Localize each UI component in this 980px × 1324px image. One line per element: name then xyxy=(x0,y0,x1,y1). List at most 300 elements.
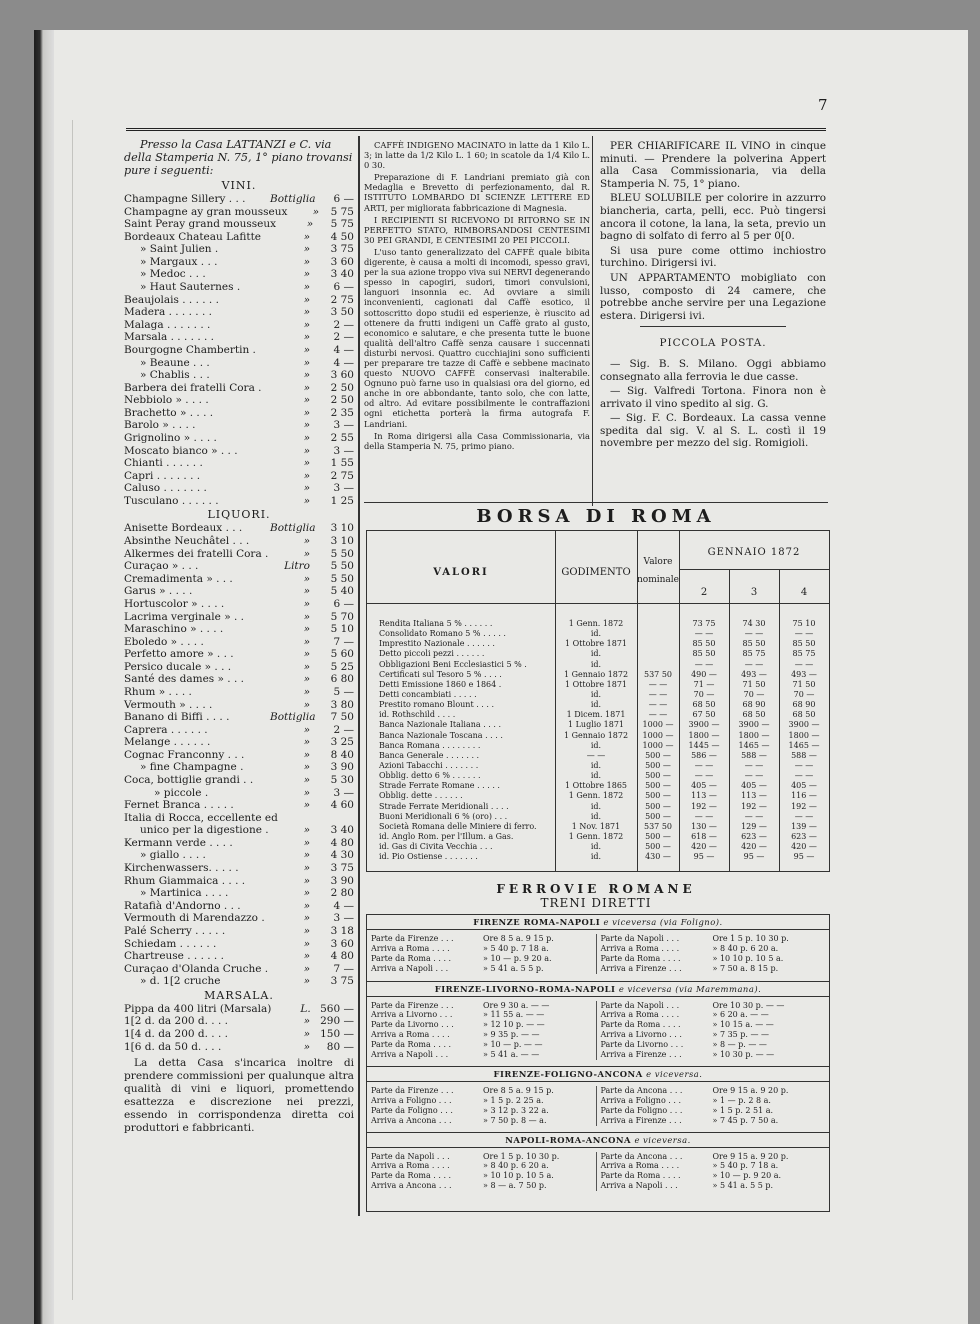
item-price: 5 40 xyxy=(330,585,354,598)
price-row xyxy=(124,611,354,624)
item-unit: » xyxy=(303,824,310,837)
timetable-row xyxy=(601,1020,826,1030)
price-row xyxy=(124,799,354,812)
times: » 8 — p. — — xyxy=(712,1040,767,1050)
top-rule xyxy=(126,128,826,131)
timetable-row xyxy=(601,1106,826,1116)
item-unit: » xyxy=(303,610,310,623)
station: Parte da Roma . . . . xyxy=(371,1171,452,1181)
station: Parte da Roma . . . . xyxy=(371,1040,452,1050)
timetable-row xyxy=(371,1086,596,1096)
times: Ore 1 5 p. 10 30 p. xyxy=(483,1151,560,1161)
times: » 10 — p. 9 20 a. xyxy=(483,953,552,963)
price-row xyxy=(124,306,354,319)
item-name: Grignolino » . . . . xyxy=(124,431,217,444)
borsa-cell: 68 50 xyxy=(792,710,816,720)
timetable-column xyxy=(371,1001,596,1060)
borsa-cell: 537 50 xyxy=(644,821,672,831)
item-unit: » xyxy=(303,343,310,356)
borsa-cell: — — xyxy=(794,811,814,821)
borsa-cell: 1000 — xyxy=(642,720,674,730)
borsa-cell: 405 — xyxy=(691,781,717,791)
item-name: Curaçao d'Olanda Cruche . xyxy=(124,962,269,975)
item-name: Nebbiolo » . . . . xyxy=(124,394,209,407)
borsa-cell: 85 75 xyxy=(792,649,816,659)
item-price: 3 60 xyxy=(330,255,354,268)
borsa-cell: 71 — xyxy=(693,679,715,689)
notice-bleu: BLEU SOLUBILE per colorire in azzurro biancheria, carta, pelli, ecc. Può tingersi ancora il cotone, la lana, la seta, previo un bagno di solfato di ferro al 5 per 0[0. xyxy=(600,192,826,243)
header-godimento: GODIMENTO xyxy=(561,567,631,578)
borsa-row xyxy=(367,629,829,639)
price-row xyxy=(124,218,354,231)
vini-list xyxy=(124,193,354,507)
borsa-cell: — — xyxy=(648,689,668,699)
borsa-row xyxy=(367,731,829,741)
route-note: e viceversa. xyxy=(634,1134,691,1145)
header-rule xyxy=(679,569,829,570)
borsa-cell: — — xyxy=(648,679,668,689)
borsa-cell: 192 — xyxy=(741,801,767,811)
item-name: » Haut Sauternes . xyxy=(140,281,241,294)
station: Arriva a Firenze . . . xyxy=(600,963,682,973)
timetable-row xyxy=(601,1086,826,1096)
timetable-body xyxy=(367,930,829,974)
item-name: Capri . . . . . . . xyxy=(124,469,201,482)
divider xyxy=(640,326,786,327)
vini-title: VINI. xyxy=(221,179,257,192)
borsa-cell: 85 75 xyxy=(742,649,766,659)
station: Arriva a Livorno . . . xyxy=(371,1010,453,1020)
borsa-cell: 71 50 xyxy=(792,679,816,689)
borsa-cell: 113 — xyxy=(741,791,767,801)
page-number: 7 xyxy=(818,96,828,114)
borsa-cell: id. Anglo Rom. per l'Illum. a Gas. xyxy=(379,831,514,841)
item-name: Marsala . . . . . . . xyxy=(124,331,215,344)
borsa-cell: Prestito romano Blount . . . . xyxy=(379,700,495,710)
item-unit: Bottiglia xyxy=(270,711,316,724)
borsa-cell: id. xyxy=(590,852,602,862)
item-price: 2 — xyxy=(333,723,354,736)
item-price: 3 75 xyxy=(330,975,354,988)
borsa-row xyxy=(367,842,829,852)
price-row xyxy=(124,522,354,535)
item-price: 4 80 xyxy=(330,950,354,963)
price-row xyxy=(124,256,354,269)
ferrovie-subtitle: TRENI DIRETTI xyxy=(540,896,652,910)
borsa-cell: 70 — xyxy=(743,689,765,699)
item-price: 5 50 xyxy=(330,560,354,573)
borsa-cell: id. xyxy=(590,760,602,770)
item-price: 3 75 xyxy=(330,243,354,256)
times: » 11 55 a. — — xyxy=(483,1010,545,1020)
item-price: 4 — xyxy=(333,356,354,369)
times: » 8 40 p. 6 20 a. xyxy=(483,1161,549,1171)
item-price: 1 25 xyxy=(330,494,354,507)
item-price: 5 30 xyxy=(330,774,354,787)
item-price xyxy=(314,812,354,825)
item-unit: » xyxy=(303,444,310,457)
borsa-cell: — — xyxy=(794,629,814,639)
item-name: Persico ducale » . . . xyxy=(124,660,232,673)
borsa-cell: 500 — xyxy=(645,842,671,852)
price-row xyxy=(124,470,354,483)
borsa-row xyxy=(367,751,829,761)
section-rule xyxy=(364,502,828,503)
borsa-cell: — — xyxy=(744,811,764,821)
item-name: Palé Scherry . . . . . xyxy=(124,924,226,937)
item-unit: » xyxy=(303,899,310,912)
borsa-cell: 1800 — xyxy=(738,730,770,740)
coffee-advert-p1: CAFFÈ INDIGENO MACINATO in latte da 1 Kilo L. 3; in latte da 1/2 Kilo L. 1 60; in scatole da 1/4 Kilo L. 0 30. xyxy=(364,140,590,171)
item-price: 80 — xyxy=(326,1040,354,1053)
borsa-cell: — — xyxy=(694,760,714,770)
borsa-cell: Azioni Tabacchi . . . . . . . xyxy=(379,760,479,770)
price-row xyxy=(124,482,354,495)
item-price: 4 60 xyxy=(330,799,354,812)
borsa-cell: 3900 — xyxy=(788,720,820,730)
borsa-cell: — — xyxy=(648,710,668,720)
borsa-cell: 1 Gennaio 1872 xyxy=(563,669,629,679)
item-name: » piccole . xyxy=(154,786,209,799)
borsa-cell: 490 — xyxy=(691,669,717,679)
timetable-row xyxy=(601,964,826,974)
borsa-cell: 71 50 xyxy=(742,679,766,689)
item-unit: » xyxy=(303,874,310,887)
price-row xyxy=(124,445,354,458)
price-row xyxy=(124,319,354,332)
borsa-cell: 500 — xyxy=(645,781,671,791)
borsa-cell: 1000 — xyxy=(642,740,674,750)
borsa-row xyxy=(367,812,829,822)
price-row xyxy=(124,636,354,649)
header-valore: Valore xyxy=(643,557,673,567)
price-row xyxy=(124,382,354,395)
borsa-cell: — — xyxy=(694,629,714,639)
item-unit: » xyxy=(303,431,310,444)
item-unit: » xyxy=(303,406,310,419)
item-price: 2 75 xyxy=(330,293,354,306)
timetable-column xyxy=(371,1152,596,1192)
timetable-row xyxy=(601,1001,826,1011)
item-unit: » xyxy=(303,736,310,749)
times: » 5 41 a. 5 5 p. xyxy=(712,1181,774,1191)
borsa-cell: 68 90 xyxy=(792,700,816,710)
station: Arriva a Firenze . . . xyxy=(600,1115,682,1125)
item-name: Kirchenwassers. . . . . xyxy=(124,862,239,875)
item-name: » d. 1[2 cruche xyxy=(140,975,221,988)
station: Parte da Foligno . . . xyxy=(600,1105,683,1115)
timetable-body xyxy=(367,1082,829,1126)
borsa-cell: — — xyxy=(744,659,764,669)
timetable-row xyxy=(601,1030,826,1040)
timetable-row xyxy=(601,1161,826,1171)
price-row xyxy=(124,268,354,281)
times: » 12 10 p. — — xyxy=(483,1020,545,1030)
borsa-cell: Detti concambiati . . . . . xyxy=(379,689,477,699)
times: » 5 40 p. 7 18 a. xyxy=(712,1161,779,1171)
borsa-cell: 1 Ottobre 1865 xyxy=(564,781,628,791)
item-name: Anisette Bordeaux . . . xyxy=(124,522,243,535)
times: Ore 8 5 a. 9 15 p. xyxy=(483,1086,554,1095)
borsa-cell: 500 — xyxy=(645,811,671,821)
timetable-row xyxy=(371,944,596,954)
item-unit: » xyxy=(303,723,310,736)
item-unit: » xyxy=(303,419,310,432)
item-unit: » xyxy=(303,293,310,306)
price-row xyxy=(124,1003,354,1016)
item-unit: » xyxy=(303,318,310,331)
station: Arriva a Foligno . . . xyxy=(371,1095,452,1105)
borsa-cell: 420 — xyxy=(691,842,717,852)
item-price: 2 75 xyxy=(330,469,354,482)
borsa-cell: Società Romana delle Miniere di ferro. xyxy=(379,821,537,831)
borsa-cell: — — xyxy=(794,771,814,781)
borsa-cell: Obblig. dette . . . . . . xyxy=(379,791,463,801)
timetable-section xyxy=(367,915,829,974)
times: » 10 — p. 9 20 a. xyxy=(712,1171,782,1181)
coffee-advert-p4: L'uso tanto generalizzato del CAFFÈ quale bibita digerente, è causa a molti di incomodi, spesso gravi, per la sua azione troppo viva sui NERVI degenerando spesso in capogiri, sudori, timori convulsioni, languori insonnia ec. Ad ovviare a simili inconvenienti, cagionati dal Caffè esotico, il sottoscritto dopo studii ed esperienze, è riuscito ad ottenere da frutti indigeni un Caffè grato al gusto, economico e salutare, e che presenta tutte le buone qualità dell'altro Caffè senza causare i succennati disturbi nervosi. Quattro cucchiajini sono sufficienti per preparare tre tazze di Caffè e sebbene macinato questo NUOVO CAFFÈ conservasi inalterabile. Ognuno può farne uso in qualsiasi ora del giorno, ed anche in ore abbondante, tanto solo, che con latte, od altro. Ad evitare possibilmente le contraffazioni ogni etichetta porterà la firma autografa F. Landriani. xyxy=(364,246,590,429)
item-price: 5 50 xyxy=(330,572,354,585)
item-price: 3 — xyxy=(333,786,354,799)
item-price: 4 — xyxy=(333,899,354,912)
price-row xyxy=(124,598,354,611)
borsa-cell: — — xyxy=(694,811,714,821)
timetable-row xyxy=(601,1171,826,1181)
timetable-row xyxy=(601,934,826,944)
timetable-section xyxy=(367,1132,829,1192)
price-row xyxy=(124,407,354,420)
item-unit: » xyxy=(303,281,310,294)
item-unit: » xyxy=(303,623,310,636)
item-name: Santé des dames » . . . xyxy=(124,673,244,686)
price-row xyxy=(124,331,354,344)
item-price: 6 — xyxy=(333,597,354,610)
price-row xyxy=(124,585,354,598)
borsa-cell: 588 — xyxy=(741,750,767,760)
borsa-cell: — — xyxy=(648,700,668,710)
timetable-column xyxy=(371,934,596,974)
coffee-advert-p3: I RECIPIENTI SI RICEVONO DI RITORNO SE IN PERFETTO STATO, RIMBORSANDOSI CENTESIMI 30 PEI GRANDI, E CENTESIMI 20 PEI PICCOLI. xyxy=(364,214,590,245)
borsa-cell: 85 50 xyxy=(792,639,816,649)
price-row xyxy=(124,950,354,963)
price-row xyxy=(124,938,354,951)
item-name: Alkermes dei fratelli Cora . xyxy=(124,547,269,560)
borsa-cell: 1 Nov. 1871 xyxy=(571,821,621,831)
timetable-row xyxy=(371,1171,596,1181)
item-price: 3 90 xyxy=(330,761,354,774)
item-price: 3 25 xyxy=(330,736,354,749)
item-price: 3 — xyxy=(333,912,354,925)
header-day: 2 xyxy=(700,587,708,598)
station: Arriva a Roma . . . . xyxy=(371,943,450,953)
borsa-row xyxy=(367,741,829,751)
item-name: Beaujolais . . . . . . xyxy=(124,293,219,306)
item-unit: » xyxy=(303,660,310,673)
borsa-cell: id. xyxy=(590,771,602,781)
borsa-cell: — — xyxy=(794,760,814,770)
times: » 6 20 a. — — xyxy=(712,1010,769,1020)
item-price: 3 18 xyxy=(330,924,354,937)
times: » 5 41 a. 5 5 p. xyxy=(483,963,544,973)
borsa-row xyxy=(367,680,829,690)
borsa-cell: — — xyxy=(586,750,606,760)
price-row xyxy=(124,975,354,988)
item-price: 2 80 xyxy=(330,887,354,900)
timetable-row xyxy=(371,934,596,944)
timetable-section xyxy=(367,981,829,1060)
item-price: 2 35 xyxy=(330,406,354,419)
item-name: Pippa da 400 litri (Marsala) xyxy=(124,1002,272,1015)
borsa-rows xyxy=(367,619,829,862)
item-price: 3 — xyxy=(333,444,354,457)
notice-wine: PER CHIARIFICARE IL VINO in cinque minuti. — Prendere la polverina Appert alla Casa Commissionaria, via della Stamperia N. 75, 1° piano. xyxy=(600,140,826,190)
item-unit: » xyxy=(303,230,310,243)
times: » 5 41 a. — — xyxy=(483,1050,540,1060)
borsa-cell: 1465 — xyxy=(738,740,770,750)
borsa-cell: 70 — xyxy=(793,689,815,699)
station: Parte da Napoli . . . xyxy=(371,1151,450,1161)
borsa-cell: 1 Genn. 1872 xyxy=(568,791,624,801)
item-name: Bordeaux Chateau Lafitte xyxy=(124,230,262,243)
borsa-cell: Buoni Meridionali 6 % (oro) . . . xyxy=(379,811,508,821)
borsa-row xyxy=(367,690,829,700)
header-day: 3 xyxy=(750,587,758,598)
item-name: » Martinica . . . . xyxy=(140,887,229,900)
station: Parte da Napoli . . . xyxy=(600,934,680,943)
borsa-cell: 493 — xyxy=(741,669,767,679)
times: Ore 9 30 a. — — xyxy=(483,1000,550,1010)
timetable-column xyxy=(596,934,826,974)
item-price: 6 80 xyxy=(330,673,354,686)
price-row xyxy=(124,394,354,407)
borsa-cell: — — xyxy=(694,659,714,669)
item-unit: » xyxy=(303,761,310,774)
borsa-cell: 500 — xyxy=(645,831,671,841)
item-price: 4 80 xyxy=(330,836,354,849)
times: » 3 12 p. 3 22 a. xyxy=(483,1105,549,1115)
borsa-cell: Strade Ferrate Romane . . . . . xyxy=(379,781,500,791)
price-row xyxy=(124,963,354,976)
item-price: 3 60 xyxy=(330,937,354,950)
item-name: Caprera . . . . . . xyxy=(124,723,208,736)
binding-edge xyxy=(34,30,54,1324)
timetable-row xyxy=(371,1096,596,1106)
times: » 10 10 p. 10 5 a. xyxy=(712,953,784,963)
item-name: » Margaux . . . xyxy=(140,255,218,268)
item-unit: » xyxy=(312,205,320,218)
timetable-row xyxy=(371,1161,596,1171)
timetable-row xyxy=(371,1020,596,1030)
item-name: Moscato bianco » . . . xyxy=(124,444,238,457)
route-note: e viceversa (via Maremmana). xyxy=(618,983,762,994)
timetable-row xyxy=(601,1181,826,1191)
borsa-row xyxy=(367,720,829,730)
borsa-cell: 139 — xyxy=(791,821,817,831)
borsa-header xyxy=(367,531,829,604)
borsa-cell: — — xyxy=(744,771,764,781)
item-unit: » xyxy=(303,862,310,875)
price-row xyxy=(124,243,354,256)
times: Ore 9 15 a. 9 20 p. xyxy=(712,1151,789,1161)
price-row xyxy=(124,294,354,307)
borsa-row xyxy=(367,639,829,649)
times: » 7 50 p. 8 — a. xyxy=(483,1115,547,1125)
price-row xyxy=(124,736,354,749)
item-price: 3 60 xyxy=(330,369,354,382)
borsa-cell: 1 Genn. 1872 xyxy=(568,619,624,628)
borsa-cell: id. Pio Ostiense . . . . . . . xyxy=(379,852,478,862)
timetable-row xyxy=(371,1152,596,1162)
borsa-row xyxy=(367,649,829,659)
timetable-row xyxy=(371,1106,596,1116)
timetable-section xyxy=(367,1066,829,1126)
timetable-row xyxy=(371,964,596,974)
item-unit: » xyxy=(303,1028,310,1040)
item-name: » Chablis . . . xyxy=(140,369,210,382)
price-row xyxy=(124,344,354,357)
margin-line xyxy=(72,120,73,1300)
borsa-row xyxy=(367,822,829,832)
item-name: 1[6 d. da 50 d. . . . xyxy=(124,1040,222,1053)
price-row xyxy=(124,724,354,737)
borsa-cell: Banca Nazionale Italiana . . . . xyxy=(379,720,502,730)
item-unit: L. xyxy=(300,1002,311,1015)
price-row xyxy=(124,1041,354,1054)
station: Arriva a Napoli . . . xyxy=(371,963,449,973)
item-unit: » xyxy=(303,597,310,610)
station: Parte da Ancona . . . xyxy=(600,1086,683,1095)
borsa-cell: id. xyxy=(590,842,602,852)
times: » 10 10 p. 10 5 a. xyxy=(483,1171,554,1181)
price-row xyxy=(124,193,354,206)
station: Arriva a Foligno . . . xyxy=(600,1095,682,1105)
borsa-cell: 95 — xyxy=(693,852,715,862)
item-name: » Saint Julien . xyxy=(140,243,219,256)
borsa-cell: 95 — xyxy=(793,852,815,862)
item-price: 2 — xyxy=(333,318,354,331)
item-price: 3 — xyxy=(333,419,354,432)
header-day: 4 xyxy=(800,587,808,598)
item-name: Bourgogne Chambertin . xyxy=(124,343,256,356)
item-unit: » xyxy=(303,786,310,799)
borsa-cell: 623 — xyxy=(791,831,817,841)
borsa-cell: Banca Nazionale Toscana . . . . xyxy=(379,730,503,740)
item-unit: » xyxy=(303,799,310,812)
item-unit: » xyxy=(303,937,310,950)
borsa-cell: 1465 — xyxy=(788,740,820,750)
item-unit: Bottiglia xyxy=(270,193,316,205)
price-row xyxy=(124,837,354,850)
item-name: Brachetto » . . . . xyxy=(124,406,214,419)
item-price: 4 — xyxy=(333,343,354,356)
item-name: » giallo . . . . xyxy=(140,849,206,862)
borsa-cell: id. xyxy=(590,659,602,669)
station: Parte da Ancona . . . xyxy=(600,1151,683,1161)
item-unit: » xyxy=(303,494,310,507)
borsa-cell: 192 — xyxy=(791,801,817,811)
timetable-row xyxy=(371,954,596,964)
item-name: Vermouth » . . . . xyxy=(124,698,213,711)
item-name: Chartreuse . . . . . . xyxy=(124,950,224,963)
borsa-cell: Banca Generale . . . . . . . xyxy=(379,750,480,760)
posta-item: — Sig. B. S. Milano. Oggi abbiamo consegnato alla ferrovia le due casse. xyxy=(600,357,826,383)
item-unit: » xyxy=(303,1015,310,1028)
item-unit: » xyxy=(303,268,310,281)
item-unit: » xyxy=(303,975,310,988)
marsala-title: MARSALA. xyxy=(204,988,274,1002)
timetable-column xyxy=(596,1001,826,1060)
borsa-cell: 70 — xyxy=(693,689,715,699)
